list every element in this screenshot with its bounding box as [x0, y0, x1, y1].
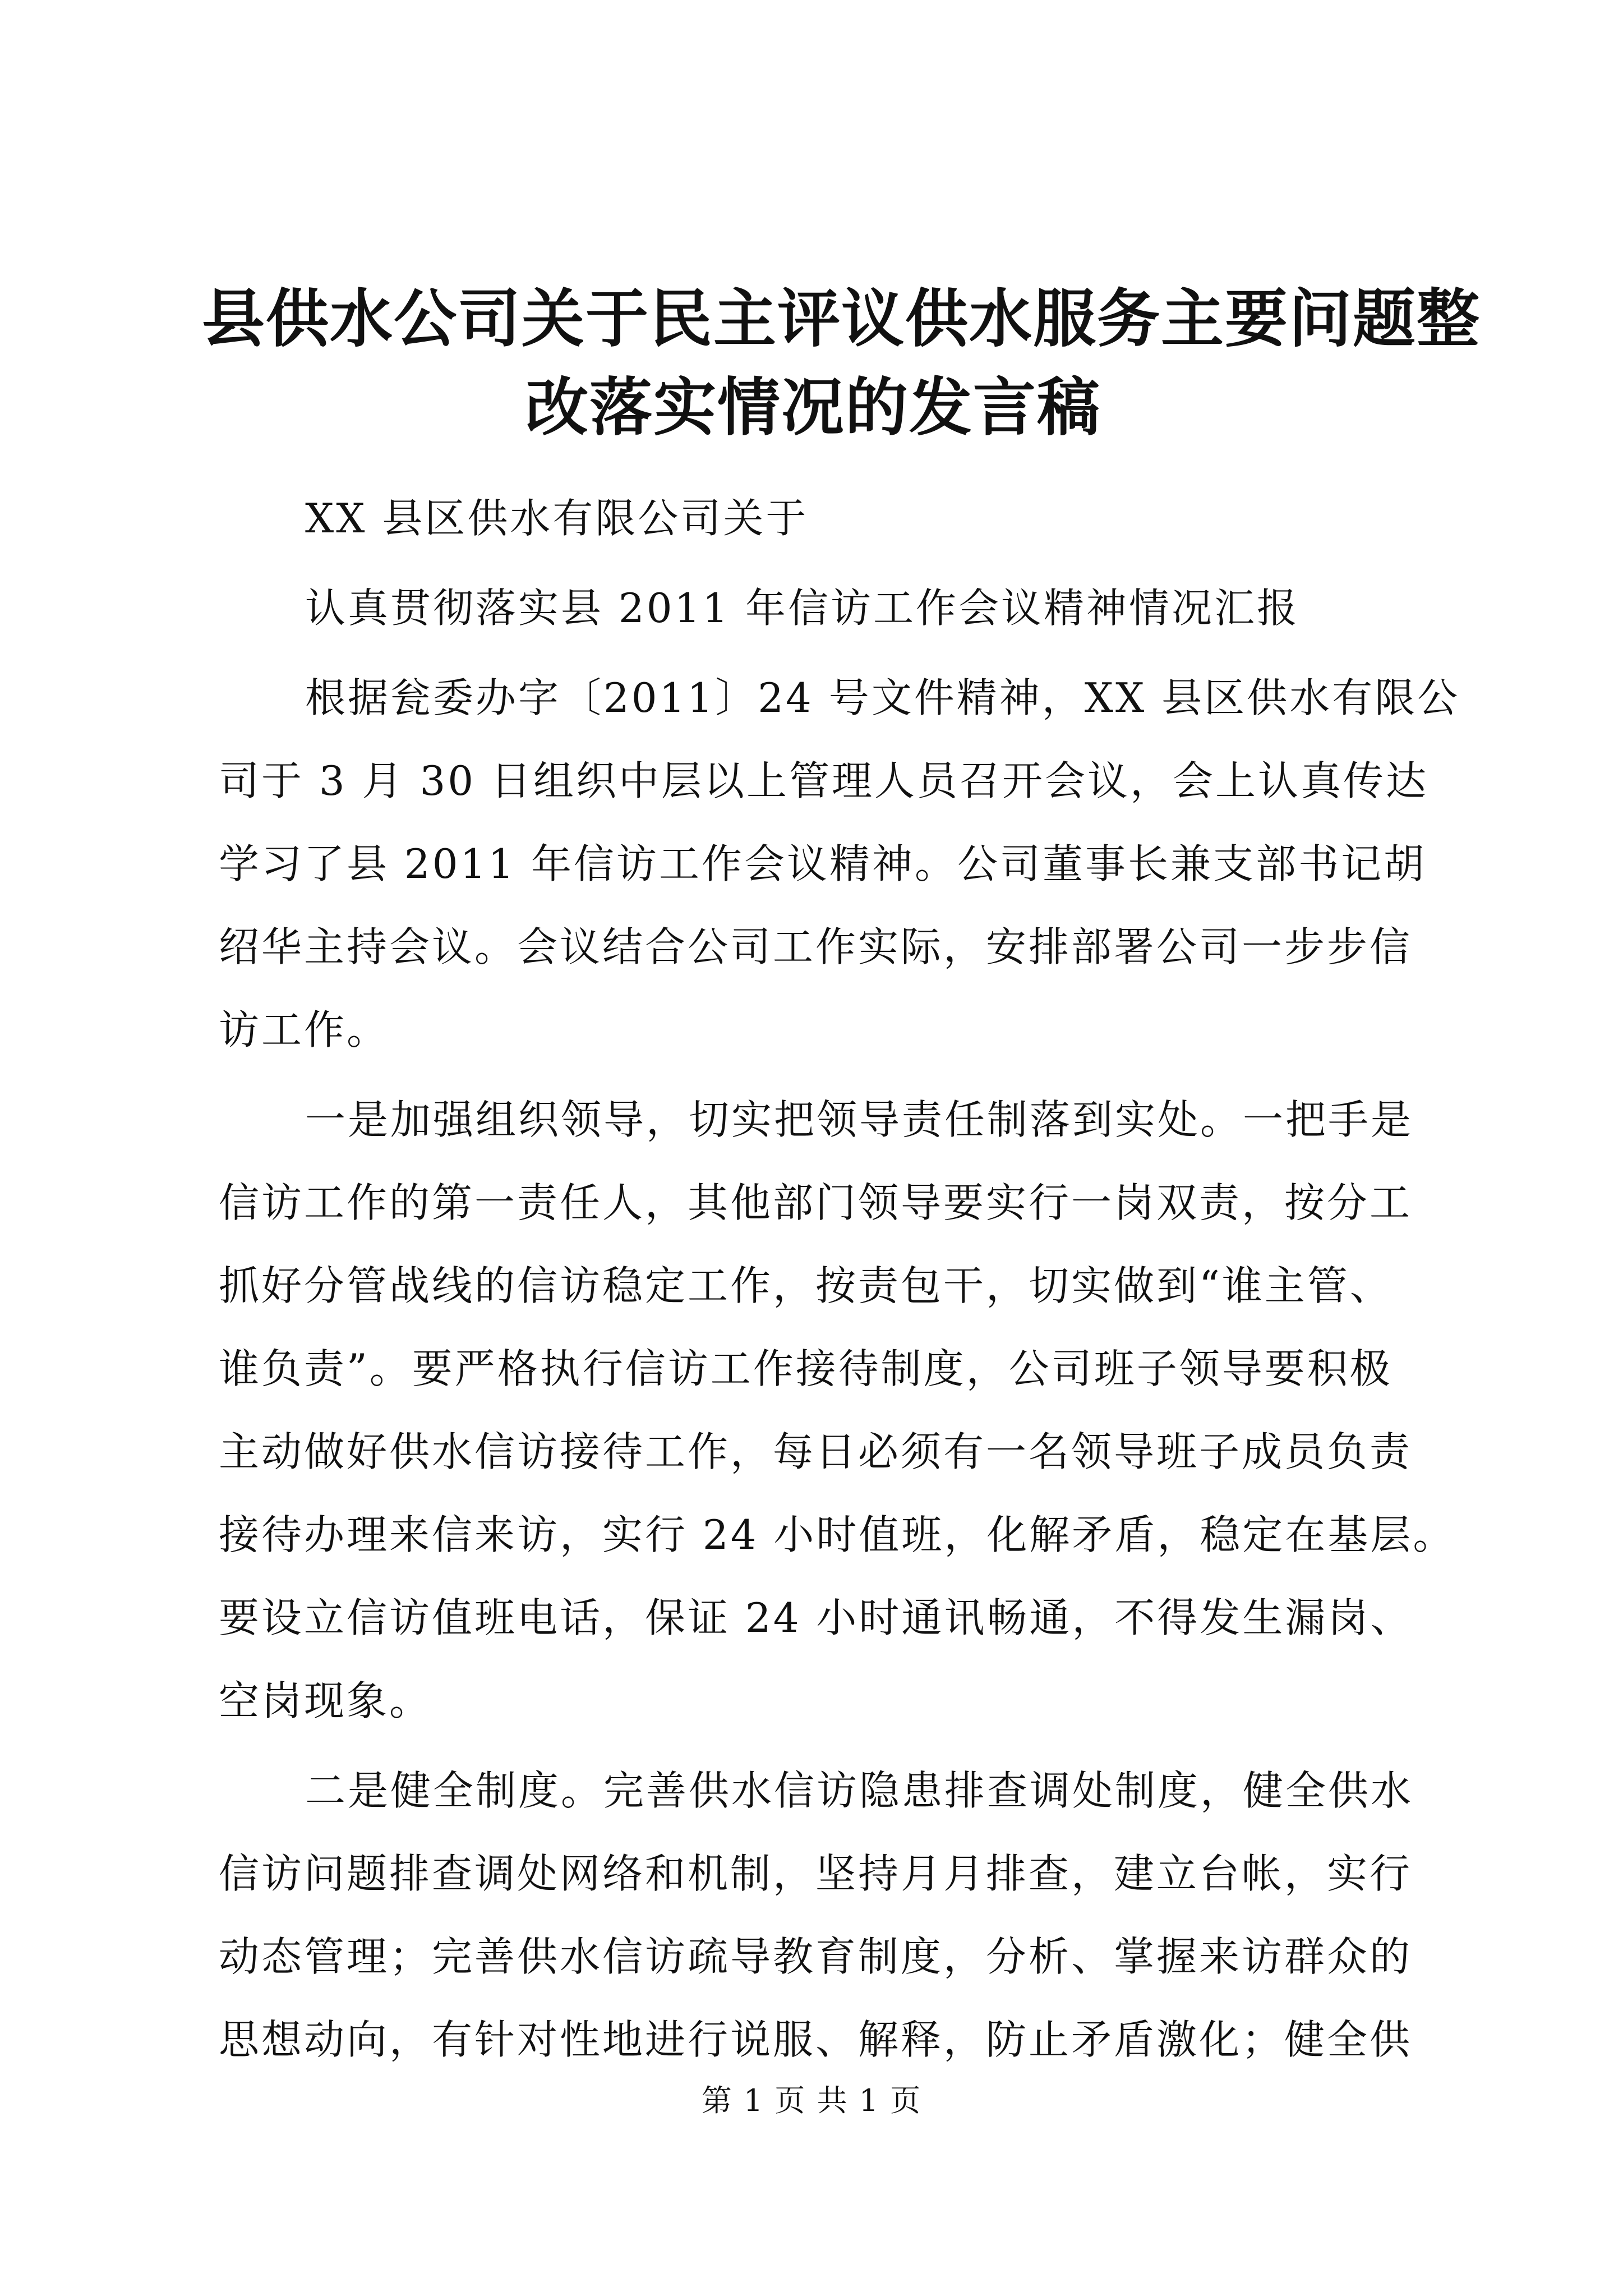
page-footer: 第 1 页 共 1 页	[701, 2083, 922, 2118]
body-line: XX 县区供水有限公司关于	[305, 495, 809, 542]
document-body	[219, 477, 1460, 2081]
body-line: 司于 3 月 30 日组织中层以上管理人员召开会议，会上认真传达	[219, 757, 1428, 804]
body-line: 思想动向，有针对性地进行说服、解释，防止矛盾激化；健全供	[219, 2016, 1413, 2063]
body-line: 根据瓮委办字〔2011〕24 号文件精神，XX 县区供水有限公	[305, 674, 1460, 721]
document-title	[202, 275, 1481, 452]
body-line: 要设立信访值班电话，保证 24 小时通讯畅通，不得发生漏岗、	[219, 1594, 1413, 1641]
body-line: 认真贯彻落实县 2011 年信访工作会议精神情况汇报	[305, 585, 1300, 632]
body-line: 接待办理来信来访，实行 24 小时值班，化解矛盾，稳定在基层。	[219, 1511, 1456, 1558]
body-line: 二是健全制度。完善供水信访隐患排查调处制度，健全供水	[305, 1767, 1414, 1814]
body-line: 动态管理；完善供水信访疏导教育制度，分析、掌握来访群众的	[219, 1933, 1413, 1980]
title-line-1: 县供水公司关于民主评议供水服务主要问题整	[202, 282, 1481, 356]
body-line: 学习了县 2011 年信访工作会议精神。公司董事长兼支部书记胡	[219, 840, 1427, 887]
title-line-2: 改落实情况的发言稿	[525, 371, 1101, 444]
body-line: 抓好分管战线的信访稳定工作，按责包干，切实做到“谁主管、	[219, 1262, 1393, 1309]
body-line: 信访工作的第一责任人，其他部门领导要实行一岗双责，按分工	[219, 1179, 1413, 1226]
body-line: 访工作。	[219, 1006, 390, 1053]
body-line: 主动做好供水信访接待工作，每日必须有一名领导班子成员负责	[219, 1428, 1413, 1475]
body-line: 一是加强组织领导，切实把领导责任制落到实处。一把手是	[305, 1096, 1414, 1143]
body-line: 绍华主持会议。会议结合公司工作实际，安排部署公司一步步信	[219, 923, 1413, 970]
body-line: 谁负责”。要严格执行信访工作接待制度，公司班子领导要积极	[219, 1345, 1393, 1392]
body-line: 空岗现象。	[219, 1677, 432, 1724]
body-line: 信访问题排查调处网络和机制，坚持月月排查，建立台帐，实行	[219, 1850, 1413, 1897]
